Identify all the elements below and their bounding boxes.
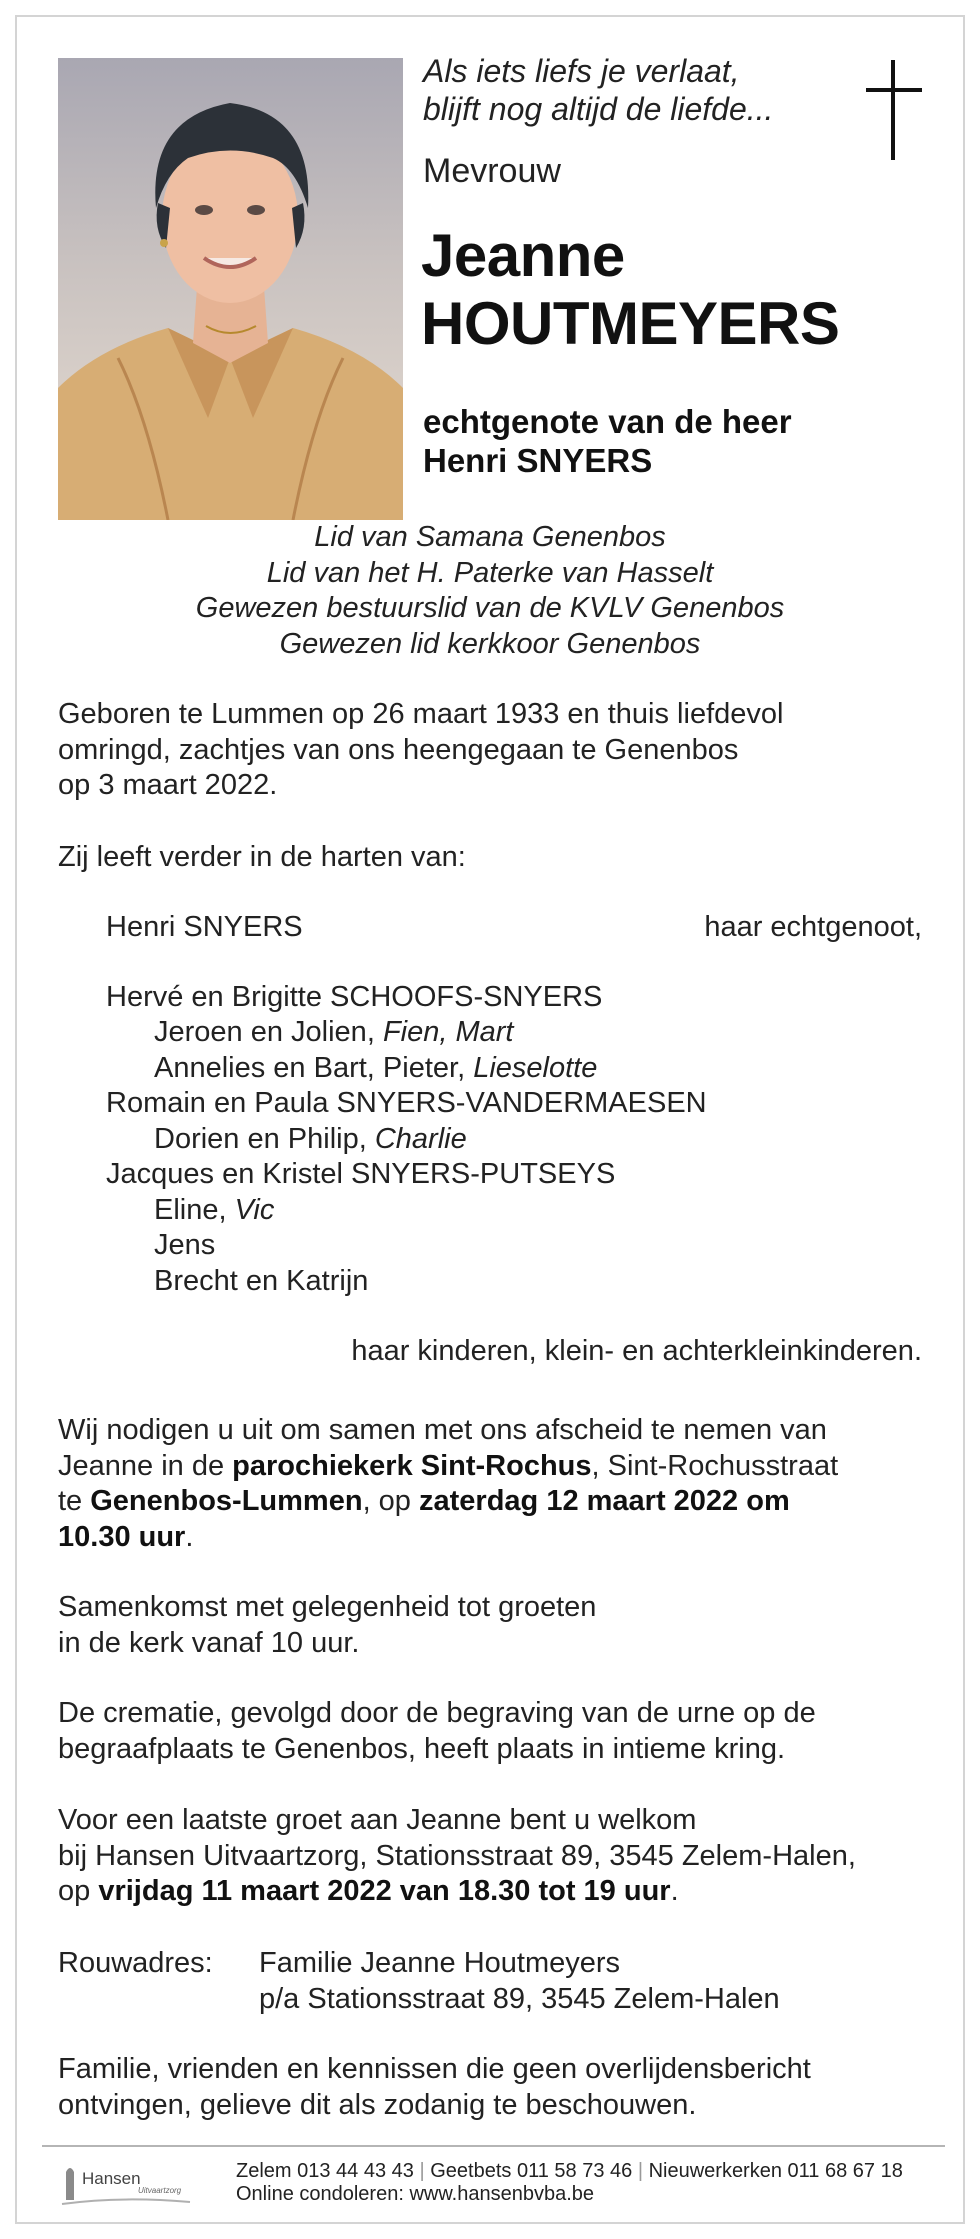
memberships: [58, 520, 922, 662]
phone-geetbets: Geetbets 011 58 73 46: [430, 2160, 633, 2182]
last-name: HOUTMEYERS: [421, 290, 840, 357]
footer-phones: [236, 2160, 903, 2183]
logo-name: Hansen: [82, 2169, 141, 2188]
membership-item: Lid van Samana Genenbos: [314, 521, 666, 553]
birth-line-1: Geboren te Lummen op 26 maart 1933 en thuis liefdevol: [58, 698, 784, 730]
invite-line-3: te Genenbos-Lummen, op zaterdag 12 maart 2022 om: [58, 1485, 790, 1517]
deceased-name: [421, 222, 839, 358]
family-line: Annelies en Bart, Pieter, Lieselotte: [154, 1052, 598, 1084]
quote-line-2: blijft nog altijd de liefde...: [423, 91, 774, 127]
family-line: Jeroen en Jolien, Fien, Mart: [154, 1016, 514, 1048]
membership-item: Gewezen lid kerkkoor Genenbos: [279, 627, 701, 660]
visit-line-3: op vrijdag 11 maart 2022 van 18.30 tot 19 uur.: [58, 1875, 679, 1907]
family-line: Brecht en Katrijn: [154, 1265, 369, 1297]
invitation-paragraph: [58, 1413, 938, 1555]
membership-item: Lid van het H. Paterke van Hasselt: [266, 556, 714, 589]
closing-line-2: ontvingen, gelieve dit als zodanig te beschouwen.: [58, 2088, 697, 2121]
family-line: Dorien en Philip, Charlie: [154, 1123, 467, 1155]
gathering-line-2: in de kerk vanaf 10 uur.: [58, 1626, 360, 1659]
family-line: Romain en Paula SNYERS-VANDERMAESEN: [106, 1087, 707, 1119]
closing-paragraph: [58, 2052, 938, 2123]
separator: |: [637, 2160, 644, 2182]
spouse-line: [423, 402, 792, 480]
cremation-line-2: begraafplaats te Genenbos, heeft plaats in intieme kring.: [58, 1732, 786, 1765]
spouse-line-1: echtgenote van de heer: [423, 403, 792, 440]
invite-line-4: 10.30 uur.: [58, 1520, 194, 1553]
cremation-paragraph: [58, 1696, 938, 1767]
address-line-1: Familie Jeanne Houtmeyers: [259, 1947, 621, 1979]
invite-line-2: Jeanne in de parochiekerk Sint-Rochus, Sint-Rochusstraat: [58, 1449, 839, 1482]
phone-nieuwerkerken: Nieuwerkerken 011 68 67 18: [648, 2160, 903, 2182]
first-name: Jeanne: [421, 222, 625, 289]
hansen-logo: [60, 2160, 200, 2206]
birth-paragraph: [58, 697, 938, 804]
logo-subtitle: Uitvaartzorg: [138, 2186, 182, 2195]
latin-cross-icon: [866, 60, 922, 160]
family-line: Eline, Vic: [154, 1194, 275, 1226]
address-line-2: p/a Stationsstraat 89, 3545 Zelem-Halen: [259, 1983, 780, 2015]
closing-line-1: Familie, vrienden en kennissen die geen overlijdensbericht: [58, 2053, 811, 2085]
visit-line-1: Voor een laatste groet aan Jeanne bent u welkom: [58, 1804, 697, 1836]
cremation-line-1: De crematie, gevolgd door de begraving van de urne op de: [58, 1697, 816, 1729]
online-condolence-link[interactable]: Online condoleren: www.hansenbvba.be: [236, 2183, 595, 2205]
family-line: Jacques en Kristel SNYERS-PUTSEYS: [106, 1158, 616, 1190]
visit-paragraph: [58, 1803, 938, 1910]
gathering-line-1: Samenkomst met gelegenheid tot groeten: [58, 1591, 597, 1623]
quote-line-1: Als iets liefs je verlaat,: [423, 53, 740, 89]
family-line: Jens: [154, 1229, 216, 1261]
family-relation: haar kinderen, klein- en achterkleinkinderen.: [351, 1335, 922, 1367]
survivors-intro: Zij leeft verder in de harten van:: [58, 841, 466, 873]
salutation: Mevrouw: [423, 152, 561, 190]
husband-relation: haar echtgenoot,: [704, 911, 922, 943]
footer-divider: [42, 2145, 945, 2147]
spouse-line-2: Henri SNYERS: [423, 442, 653, 479]
portrait-photo: [58, 58, 403, 520]
footer-contacts: [236, 2160, 903, 2206]
visit-line-2: bij Hansen Uitvaartzorg, Stationsstraat 89, 3545 Zelem-Halen,: [58, 1839, 856, 1872]
gathering-paragraph: [58, 1590, 938, 1661]
husband-name: Henri SNYERS: [106, 911, 303, 943]
separator: |: [419, 2160, 425, 2182]
birth-line-3: op 3 maart 2022.: [58, 769, 278, 801]
birth-line-2: omringd, zachtjes van ons heengegaan te Genenbos: [58, 733, 739, 766]
membership-item: Gewezen bestuurslid van de KVLV Genenbos: [195, 592, 785, 624]
invite-line-1: Wij nodigen u uit om samen met ons afscheid te nemen van: [58, 1414, 827, 1446]
address-label: Rouwadres:: [58, 1947, 213, 1979]
family-line: Hervé en Brigitte SCHOOFS-SNYERS: [106, 981, 603, 1013]
phone-zelem: Zelem 013 44 43 43: [236, 2160, 414, 2182]
opening-quote: [423, 52, 773, 128]
